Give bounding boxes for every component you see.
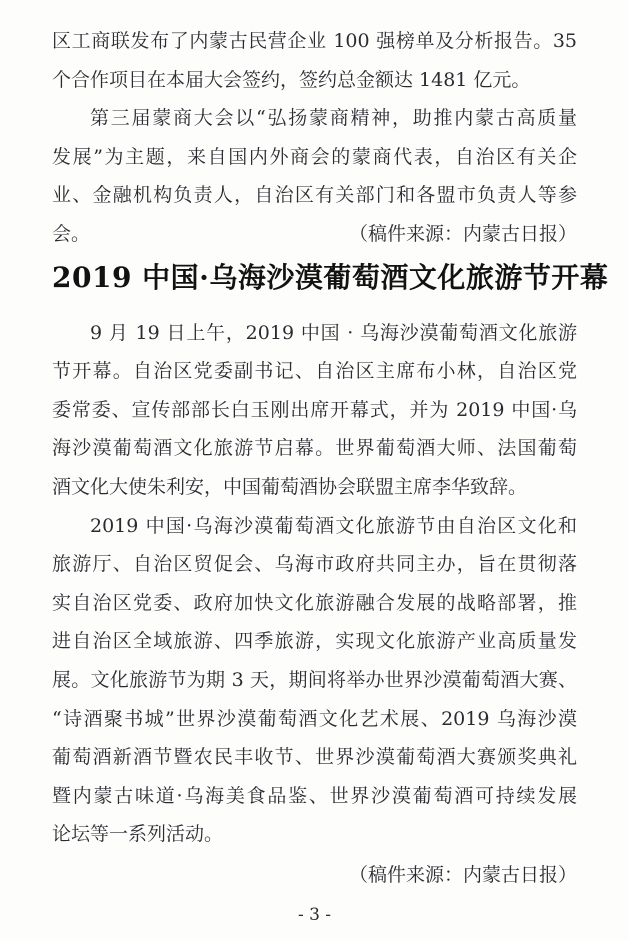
- top-paragraph-line: 第三届蒙商大会以“弘扬蒙商精神，助推内蒙古高质量: [90, 107, 577, 130]
- article-line: 委常委、宣传部部长白玉刚出席开幕式，并为 2019 中国·乌: [52, 398, 577, 421]
- top-paragraph-line-end: 会。: [52, 222, 91, 245]
- article-line: 酒文化大使朱利安，中国葡萄酒协会联盟主席李华致辞。: [52, 475, 528, 498]
- article-line: 9 月 19 日上午，2019 中国 · 乌海沙漠葡萄酒文化旅游: [90, 321, 577, 344]
- article-line: 论坛等一系列活动。: [52, 823, 224, 846]
- article-line: 暨内蒙古味道·乌海美食品鉴、世界沙漠葡萄酒可持续发展: [52, 784, 577, 807]
- top-paragraph-last-line: [52, 215, 577, 254]
- source-attribution: （稿件来源：内蒙古日报）: [348, 222, 577, 245]
- top-paragraph-line: 区工商联发布了内蒙古民营企业 100 强榜单及分析报告。35: [52, 30, 577, 52]
- top-paragraph-line: 发展”为主题，来自国内外商会的蒙商代表，自治区有关企: [52, 145, 577, 168]
- article-title: 2019 中国·乌海沙漠葡萄酒文化旅游节开幕: [52, 260, 609, 294]
- article-line: 海沙漠葡萄酒文化旅游节启幕。世界葡萄酒大师、法国葡萄: [52, 437, 577, 460]
- source-attribution: （稿件来源：内蒙古日报）: [348, 863, 577, 886]
- page-number: - 3 -: [297, 905, 332, 926]
- article-line: 进自治区全域旅游、四季旅游，实现文化旅游产业高质量发: [52, 630, 577, 653]
- article-line: 节开幕。自治区党委副书记、自治区主席布小林，自治区党: [52, 360, 577, 383]
- top-paragraph-line: 个合作项目在本届大会签约，签约总金额达 1481 亿元。: [52, 68, 531, 91]
- article-line: 葡萄酒新酒节暨农民丰收节、世界沙漠葡萄酒大赛颁奖典礼: [52, 746, 577, 769]
- article-line: 展。文化旅游节为期 3 天，期间将举办世界沙漠葡萄酒大赛、: [52, 668, 577, 691]
- article-line: 2019 中国·乌海沙漠葡萄酒文化旅游节由自治区文化和: [90, 514, 577, 537]
- top-paragraph-line: 业、金融机构负责人，自治区有关部门和各盟市负责人等参: [52, 184, 577, 207]
- article-line: 实自治区党委、政府加快文化旅游融合发展的战略部署，推: [52, 591, 577, 614]
- article-line: 旅游厅、自治区贸促会、乌海市政府共同主办，旨在贯彻落: [52, 553, 577, 576]
- article-line: “诗酒聚书城”世界沙漠葡萄酒文化艺术展、2019 乌海沙漠: [52, 707, 577, 730]
